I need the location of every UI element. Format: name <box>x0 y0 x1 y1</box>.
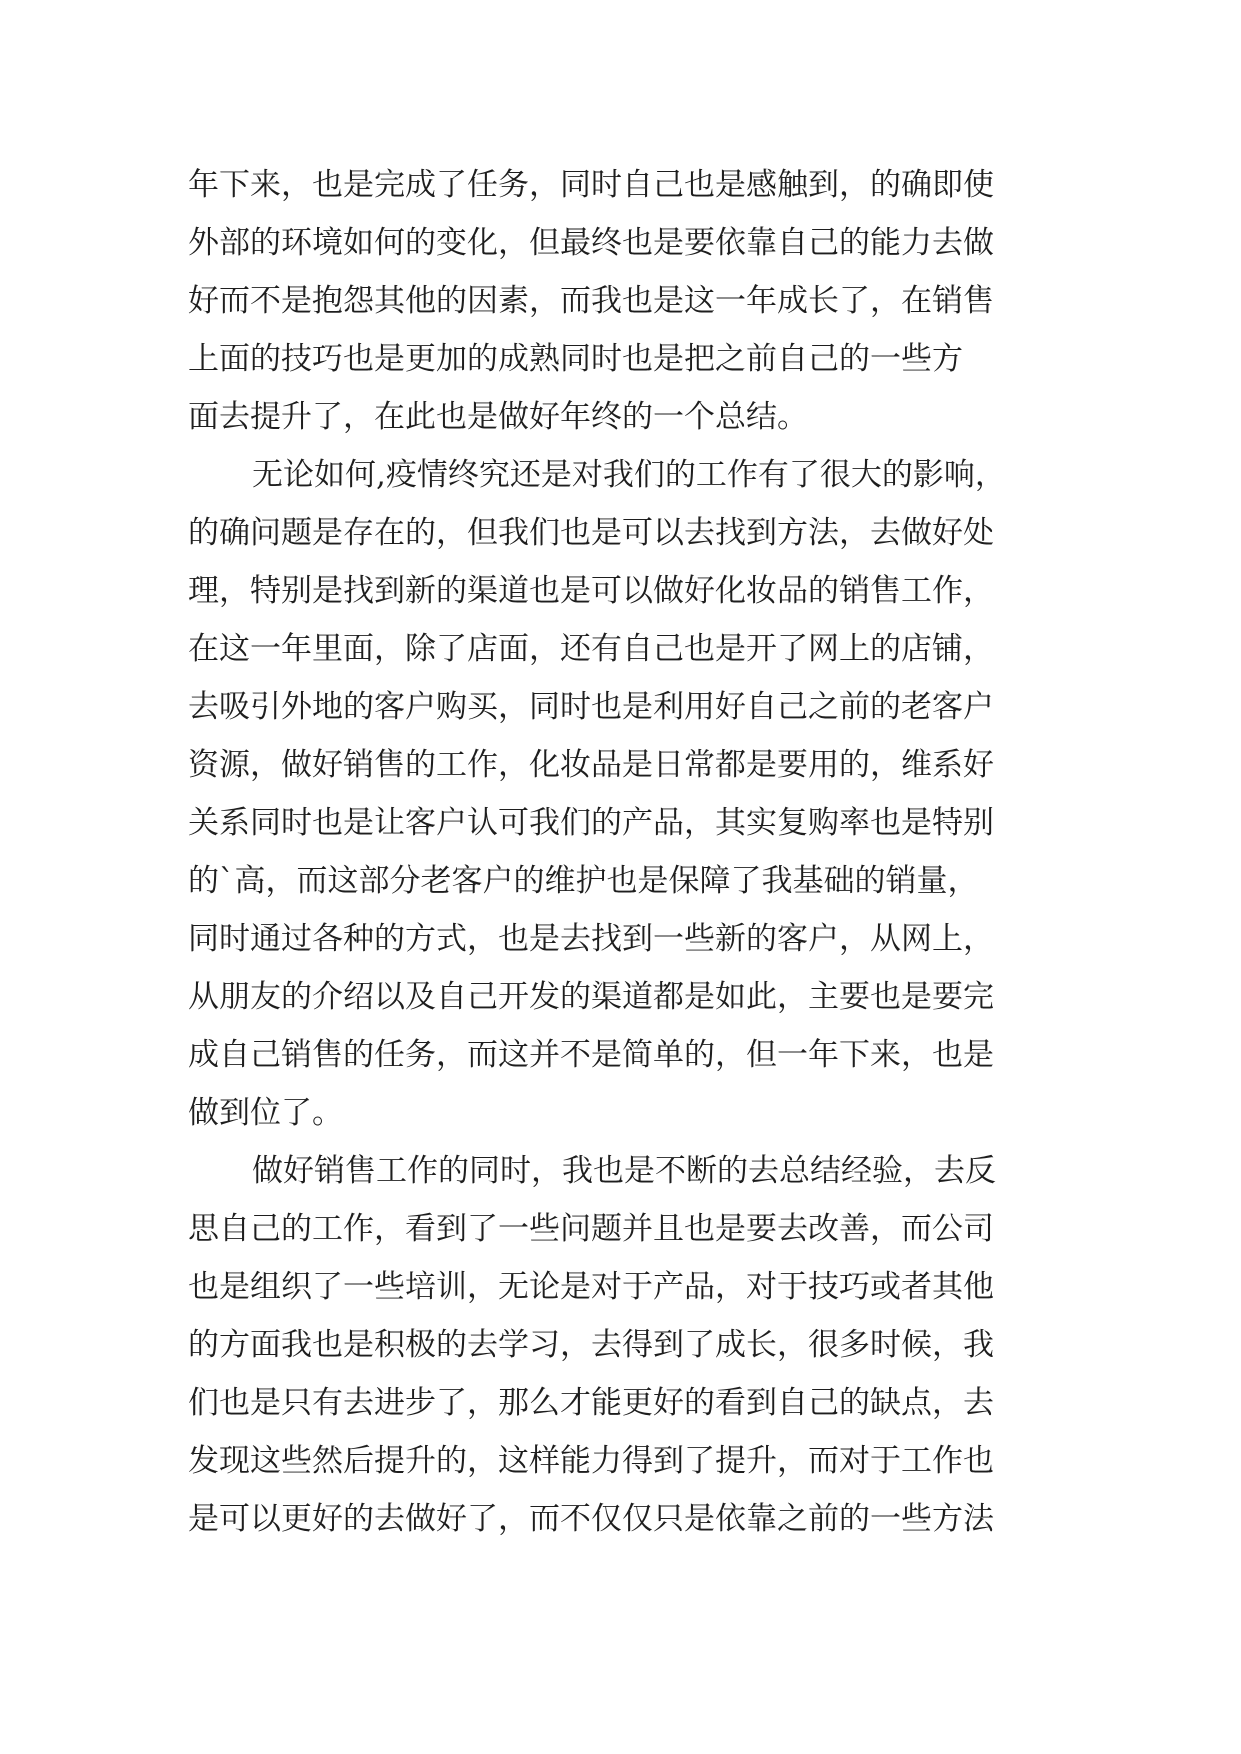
text-line: 理，特别是找到新的渠道也是可以做好化妆品的销售工作， <box>188 573 994 609</box>
text-line: 关系同时也是让客户认可我们的产品，其实复购率也是特别 <box>188 805 994 841</box>
text-line: 同时通过各种的方式，也是去找到一些新的客户，从网上， <box>188 921 994 957</box>
text-line: 外部的环境如何的变化，但最终也是要依靠自己的能力去做 <box>188 225 994 261</box>
paragraph-continued <box>188 156 1068 446</box>
text-line: 的确问题是存在的，但我们也是可以去找到方法，去做好处 <box>188 515 994 551</box>
text-line: 从朋友的介绍以及自己开发的渠道都是如此，主要也是要完 <box>188 979 994 1015</box>
text-line: 去吸引外地的客户购买，同时也是利用好自己之前的老客户 <box>188 689 994 725</box>
text-line: 好而不是抱怨其他的因素，而我也是这一年成长了，在销售 <box>188 283 994 319</box>
text-line: 在这一年里面，除了店面，还有自己也是开了网上的店铺， <box>188 631 994 667</box>
paragraph-self-reflection <box>188 1142 1068 1548</box>
text-line: 成自己销售的任务，而这并不是简单的，但一年下来，也是 <box>188 1037 994 1073</box>
text-line: 年下来，也是完成了任务，同时自己也是感触到，的确即使 <box>188 167 994 203</box>
text-line: 思自己的工作，看到了一些问题并且也是要去改善，而公司 <box>188 1211 994 1247</box>
text-line: 的`高，而这部分老客户的维护也是保障了我基础的销量， <box>188 863 979 899</box>
paragraph-epidemic-impact <box>188 446 1068 1142</box>
text-line: 也是组织了一些培训，无论是对于产品，对于技巧或者其他 <box>188 1269 994 1305</box>
text-line: 是可以更好的去做好了，而不仅仅只是依靠之前的一些方法 <box>188 1501 994 1537</box>
body-text <box>188 156 1068 1548</box>
text-line: 上面的技巧也是更加的成熟同时也是把之前自己的一些方 <box>188 341 963 377</box>
text-line: 的方面我也是积极的去学习，去得到了成长，很多时候，我 <box>188 1327 994 1363</box>
text-line: 做好销售工作的同时，我也是不断的去总结经验，去反 <box>252 1153 996 1189</box>
text-line: 资源，做好销售的工作，化妆品是日常都是要用的，维系好 <box>188 747 994 783</box>
text-line: 做到位了。 <box>188 1095 343 1131</box>
text-line: 们也是只有去进步了，那么才能更好的看到自己的缺点，去 <box>188 1385 994 1421</box>
text-line: 无论如何,疫情终究还是对我们的工作有了很大的影响， <box>252 457 1006 493</box>
text-line: 面去提升了，在此也是做好年终的一个总结。 <box>188 399 808 435</box>
text-line: 发现这些然后提升的，这样能力得到了提升，而对于工作也 <box>188 1443 994 1479</box>
